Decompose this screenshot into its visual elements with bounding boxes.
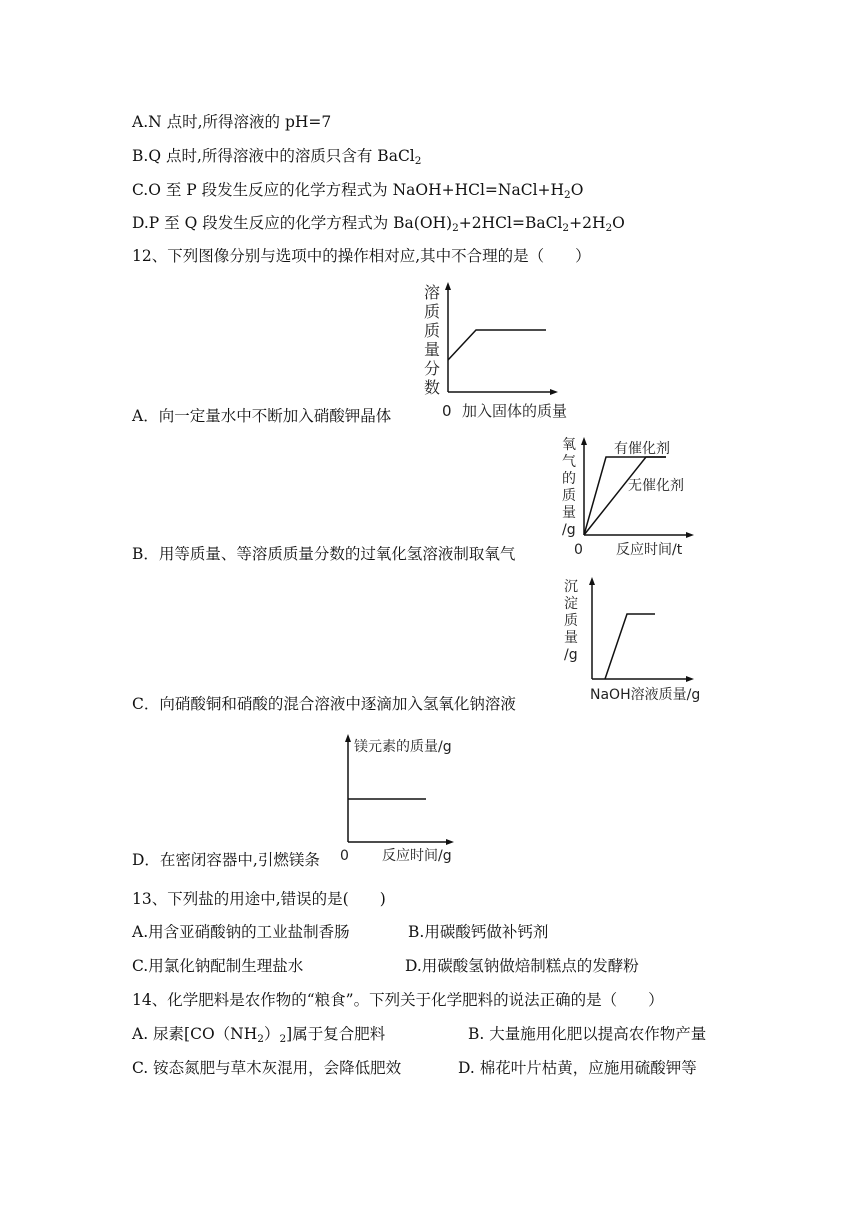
graph-a-x-label: 加入固体的质量 [462,402,568,420]
q14-option-a: A. 尿素$[CO(NH_2)_2]$属于复合肥料 [132,1025,386,1045]
svg-text:质: 质 [564,613,578,629]
q12-stem: 12、下列图像分别与选项中的操作相对应,其中不合理的是（ ） [132,247,591,265]
graph-c-x-label: NaOH溶液质量/g [590,687,701,703]
graph-d-y-arrow [345,734,351,742]
q13-option-a: A.用含亚硝酸钠的工业盐制香肠 [132,923,350,941]
graph-a [418,280,598,425]
graph-b-x-arrow [686,532,694,538]
svg-text:溶: 溶 [424,283,441,302]
q14-option-b: B. 大量施用化肥以提高农作物产量 [468,1025,707,1043]
q13-option-d: D.用碳酸氢钠做焙制糕点的发酵粉 [405,957,639,975]
graph-d-x-label: 反应时间/g [382,848,452,864]
q11-option-a: A.N 点时,所得溶液的 pH=7 [132,113,332,131]
graph-a-curve [448,330,546,360]
svg-text:质: 质 [424,321,441,340]
svg-text:数: 数 [424,378,441,397]
graph-a-x-arrow [550,389,558,395]
graph-c-x-arrow [686,676,694,682]
graph-b-y-label [562,437,576,538]
q13-option-c: C.用氯化钠配制生理盐水 [132,957,304,975]
q11-option-c: C.O 至 P 段发生反应的化学方程式为 $NaOH+HCl=NaCl+H_2O$ [132,181,584,201]
graph-d-y-label: 镁元素的质量/g [354,739,452,755]
q14-option-d: D. 棉花叶片枯黄，应施用硫酸钾等 [458,1059,697,1077]
graph-c [560,575,730,705]
q12-option-c: C．向硝酸铜和硝酸的混合溶液中逐滴加入氢氧化钠溶液 [132,695,516,713]
graph-d-origin: 0 [340,848,349,864]
svg-text:的: 的 [562,471,576,487]
svg-text:/g: /g [562,522,576,538]
q11-option-d: D.P 至 Q 段发生反应的化学方程式为 $Ba(OH)_2+2HCl=BaCl_2+2H_2O$ [132,214,625,234]
svg-text:质: 质 [424,302,441,321]
graph-b-x-label: 反应时间/t [616,542,683,558]
graph-b [556,435,716,560]
graph-d-x-arrow [446,839,454,845]
svg-text:量: 量 [562,505,576,521]
graph-b-y-arrow [581,437,587,445]
graph-b-curve-catalyst [584,457,666,535]
graph-b-curve-no-catalyst [584,457,666,535]
graph-a-y-arrow [445,282,451,290]
svg-text:量: 量 [564,630,578,646]
svg-text:沉: 沉 [564,579,578,595]
graph-b-origin: 0 [574,542,583,558]
graph-c-y-arrow [589,577,595,585]
q14-option-c: C. 铵态氮肥与草木灰混用，会降低肥效 [132,1059,402,1077]
graph-b-curve2-label: 无催化剂 [628,478,684,494]
svg-text:淀: 淀 [564,596,578,612]
q11-option-b: B.Q 点时,所得溶液中的溶质只含有 BaCl$_2$ [132,147,422,167]
svg-text:/g: /g [564,647,578,663]
svg-text:气: 气 [562,454,576,470]
q12-option-a: A．向一定量水中不断加入硝酸钾晶体 [132,407,392,425]
graph-d [330,732,490,867]
graph-c-curve [605,614,655,679]
graph-a-origin: 0 [442,402,452,420]
svg-text:分: 分 [424,359,441,378]
svg-text:质: 质 [562,488,576,504]
q13-option-b: B.用碳酸钙做补钙剂 [408,923,549,941]
graph-b-curve1-label: 有催化剂 [614,441,670,457]
svg-text:量: 量 [424,340,441,359]
q12-option-b: B．用等质量、等溶质质量分数的过氧化氢溶液制取氧气 [132,545,516,563]
graph-c-y-label [564,579,578,663]
q12-option-d: D．在密闭容器中,引燃镁条 [132,851,320,869]
q13-stem: 13、下列盐的用途中,错误的是( ) [132,890,386,908]
q14-stem: 14、化学肥料是农作物的“粮食”。下列关于化学肥料的说法正确的是（ ） [132,991,664,1009]
svg-text:氧: 氧 [562,437,576,453]
graph-a-y-label [424,283,440,397]
